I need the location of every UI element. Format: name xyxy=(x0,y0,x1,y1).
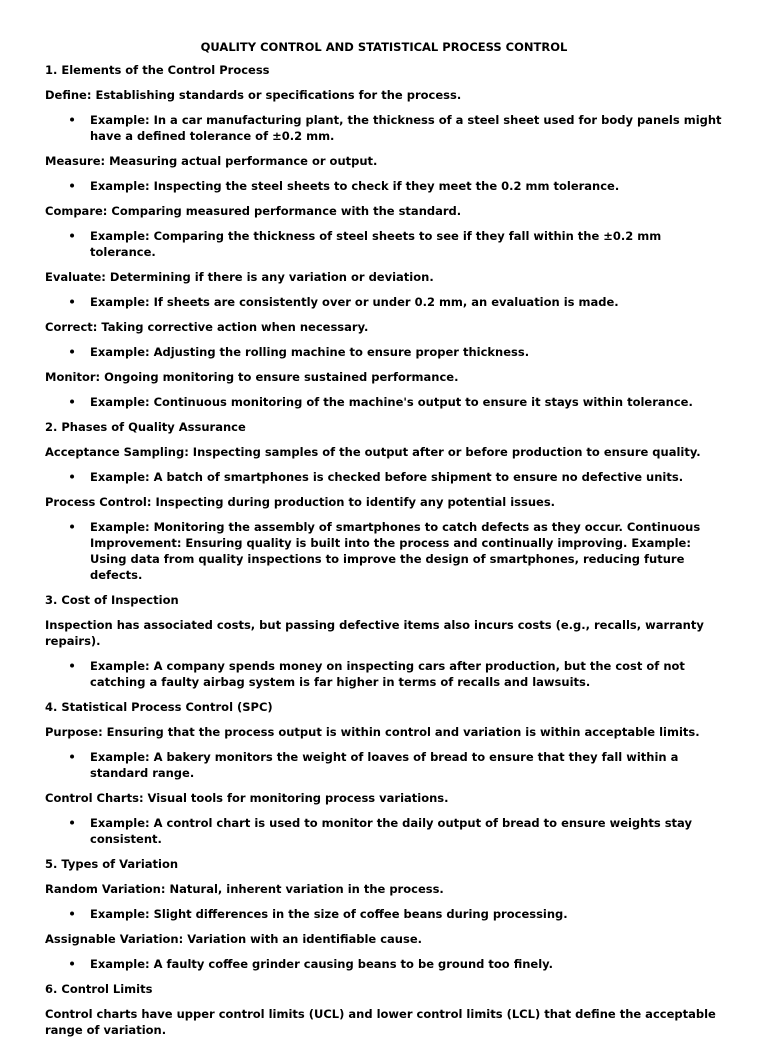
bullet-dot-icon: • xyxy=(68,295,76,309)
paragraph: Evaluate: Determining if there is any variation or deviation. xyxy=(45,270,434,284)
bullet-text: Example: A batch of smartphones is checked before shipment to ensure no defective units. xyxy=(90,470,684,484)
bullet-item xyxy=(45,344,723,360)
paragraph: Define: Establishing standards or specifications for the process. xyxy=(45,88,462,102)
section-heading: 2. Phases of Quality Assurance xyxy=(45,420,246,434)
bullet-dot-icon: • xyxy=(68,907,76,921)
bullet-dot-icon: • xyxy=(68,470,76,484)
bullet-item xyxy=(45,749,723,781)
bullet-text: Example: If sheets are consistently over or under 0.2 mm, an evaluation is made. xyxy=(90,295,619,309)
bullet-dot-icon: • xyxy=(68,659,76,673)
paragraph: Correct: Taking corrective action when necessary. xyxy=(45,320,369,334)
bullet-text: Example: A control chart is used to monitor the daily output of bread to ensure weights stay consistent. xyxy=(90,816,692,846)
bullet-item xyxy=(45,658,723,690)
bullet-item xyxy=(45,394,723,410)
bullet-text: Example: Adjusting the rolling machine to ensure proper thickness. xyxy=(90,345,530,359)
bullet-text: Example: Continuous monitoring of the machine's output to ensure it stays within tolerance. xyxy=(90,395,693,409)
paragraph: Measure: Measuring actual performance or output. xyxy=(45,154,378,168)
section-heading: 6. Control Limits xyxy=(45,982,153,996)
bullet-dot-icon: • xyxy=(68,113,76,127)
bullet-text: Example: A bakery monitors the weight of loaves of bread to ensure that they fall within a standard range. xyxy=(90,750,679,780)
bullet-text: Example: A company spends money on inspecting cars after production, but the cost of not catching a faulty airbag system is far higher in terms of recalls and lawsuits. xyxy=(90,659,685,689)
bullet-dot-icon: • xyxy=(68,229,76,243)
paragraph: Control charts have upper control limits (UCL) and lower control limits (LCL) that define the acceptable range of variation. xyxy=(45,1007,716,1037)
bullet-item xyxy=(45,228,723,260)
bullet-item xyxy=(45,178,723,194)
document-page xyxy=(45,39,723,1047)
bullet-text: Example: A faulty coffee grinder causing beans to be ground too finely. xyxy=(90,957,553,971)
section-heading: 3. Cost of Inspection xyxy=(45,593,179,607)
paragraph: Control Charts: Visual tools for monitoring process variations. xyxy=(45,791,449,805)
bullet-dot-icon: • xyxy=(68,957,76,971)
bullet-item xyxy=(45,906,723,922)
bullet-item xyxy=(45,294,723,310)
bullet-dot-icon: • xyxy=(68,395,76,409)
paragraph: Monitor: Ongoing monitoring to ensure sustained performance. xyxy=(45,370,459,384)
document-body xyxy=(45,62,723,1038)
section-heading: 5. Types of Variation xyxy=(45,857,179,871)
bullet-dot-icon: • xyxy=(68,520,76,534)
bullet-text: Example: Inspecting the steel sheets to check if they meet the 0.2 mm tolerance. xyxy=(90,179,620,193)
paragraph: Assignable Variation: Variation with an identifiable cause. xyxy=(45,932,423,946)
paragraph: Process Control: Inspecting during production to identify any potential issues. xyxy=(45,495,556,509)
bullet-text: Example: In a car manufacturing plant, the thickness of a steel sheet used for body panels might have a defined tolerance of ±0.2 mm. xyxy=(90,113,722,143)
bullet-dot-icon: • xyxy=(68,345,76,359)
bullet-text: Example: Slight differences in the size of coffee beans during processing. xyxy=(90,907,568,921)
bullet-item xyxy=(45,112,723,144)
bullet-item xyxy=(45,519,723,583)
bullet-dot-icon: • xyxy=(68,179,76,193)
bullet-dot-icon: • xyxy=(68,750,76,764)
paragraph: Inspection has associated costs, but passing defective items also incurs costs (e.g., recalls, warranty repairs). xyxy=(45,618,704,648)
paragraph: Purpose: Ensuring that the process output is within control and variation is within acceptable limits. xyxy=(45,725,700,739)
bullet-dot-icon: • xyxy=(68,816,76,830)
document-title: QUALITY CONTROL AND STATISTICAL PROCESS CONTROL xyxy=(200,40,568,54)
paragraph: Compare: Comparing measured performance with the standard. xyxy=(45,204,462,218)
bullet-text: Example: Monitoring the assembly of smartphones to catch defects as they occur. Continuous Improvement: Ensuring quality is built into the process and continually improving. Example: Using data from quality inspections to improve the design of smartphones, reducing future defects. xyxy=(90,520,701,582)
section-heading: 4. Statistical Process Control (SPC) xyxy=(45,700,273,714)
bullet-text: Example: Comparing the thickness of steel sheets to see if they fall within the ±0.2 mm tolerance. xyxy=(90,229,662,259)
section-heading: 1. Elements of the Control Process xyxy=(45,63,270,77)
paragraph: Acceptance Sampling: Inspecting samples of the output after or before production to ensure quality. xyxy=(45,445,701,459)
bullet-item xyxy=(45,815,723,847)
bullet-item xyxy=(45,469,723,485)
paragraph: Random Variation: Natural, inherent variation in the process. xyxy=(45,882,444,896)
bullet-item xyxy=(45,956,723,972)
